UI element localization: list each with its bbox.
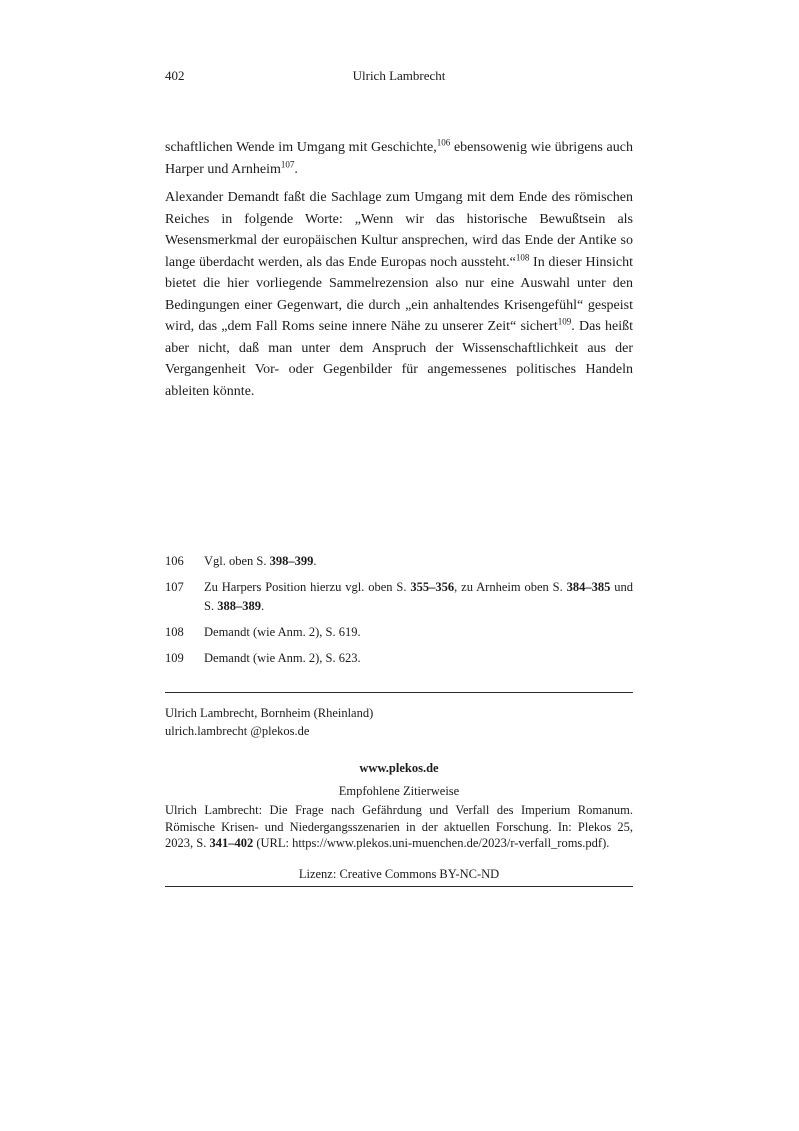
footnote-text: Demandt (wie Anm. 2), S. 619. [204, 625, 361, 639]
running-head: Ulrich Lambrecht [352, 68, 446, 83]
page-header [165, 68, 633, 84]
footnote-item [165, 649, 633, 668]
footnote-number: 109 [165, 651, 184, 665]
citation-heading: Empfohlene Zitierweise [338, 784, 460, 798]
footnote-text: Zu Harpers Position hierzu vgl. oben S. 355–356, zu Arnheim oben S. 384–385 und S. 388–389. [204, 580, 634, 613]
colophon-block [165, 760, 633, 882]
footnote-item [165, 623, 633, 642]
footnote-item [165, 552, 633, 571]
author-address [165, 705, 633, 740]
email-line: ulrich.lambrecht @plekos.de [165, 723, 310, 738]
footnote-text: Demandt (wie Anm. 2), S. 623. [204, 651, 361, 665]
page-number: 402 [165, 68, 185, 83]
footnote-ref-107: 107 [280, 158, 295, 169]
footnote-number: 107 [165, 580, 184, 594]
horizontal-rule-top [165, 692, 633, 693]
citation-text: Ulrich Lambrecht: Die Frage nach Gefährdung und Verfall des Imperium Romanum. Römische Krisen- und Niedergangsszenarien in der aktuellen Forschung. In: Plekos 25, 2023, S. 341–402 (URL: https://www.plekos.uni-muenchen.de/2023/r-verfall_roms.pdf). [165, 803, 633, 850]
footnotes-section [165, 552, 633, 675]
license-line: Lizenz: Creative Commons BY-NC-ND [298, 866, 500, 881]
body-text [165, 137, 633, 402]
footnote-item [165, 578, 633, 616]
body-paragraph: Alexander Demandt faßt die Sachlage zum Umgang mit dem Ende des römischen Reiches in folgende Worte: „Wenn wir das historische Bewußtsein als Wesensmerkmal der europäischen Kultur ansprechen, wird das Ende der Antike so lange überdacht werden, als das Ende Europas noch aussteht.“$^{108}$ In dieser Hinsicht bietet die hier vorliegende Sammelrezension also nur eine Auswahl unter den Bedingungen einer Gegenwart, die durch „ein anhaltendes Krisengefühl“ gespeist wird, das „dem Fall Roms seine innere Nähe zu unserer Zeit“ sichert$^{109}$. Das heißt aber nicht, daß man unter dem Anspruch der Wissenschaftlichkeit aus der Vergangenheit Vor- oder Gegenbilder für angemessenes politisches Handeln ableiten könnte. [165, 190, 634, 399]
footnote-ref-106: 106 [436, 137, 451, 148]
footnote-number: 108 [165, 625, 184, 639]
footnote-number: 106 [165, 554, 184, 568]
footnote-ref-108: 108 [515, 251, 530, 262]
horizontal-rule-bottom [165, 886, 633, 887]
footnote-ref-109: 109 [557, 316, 572, 327]
body-paragraph: schaftlichen Wende im Umgang mit Geschichte,$^{106}$ ebensowenig wie übrigens auch Harper und Arnheim$^{107}$. [165, 137, 633, 177]
footnote-text: Vgl. oben S. 398–399. [204, 554, 317, 568]
author-line: Ulrich Lambrecht, Bornheim (Rheinland) [165, 706, 374, 720]
plekos-url: www.plekos.de [359, 761, 439, 775]
